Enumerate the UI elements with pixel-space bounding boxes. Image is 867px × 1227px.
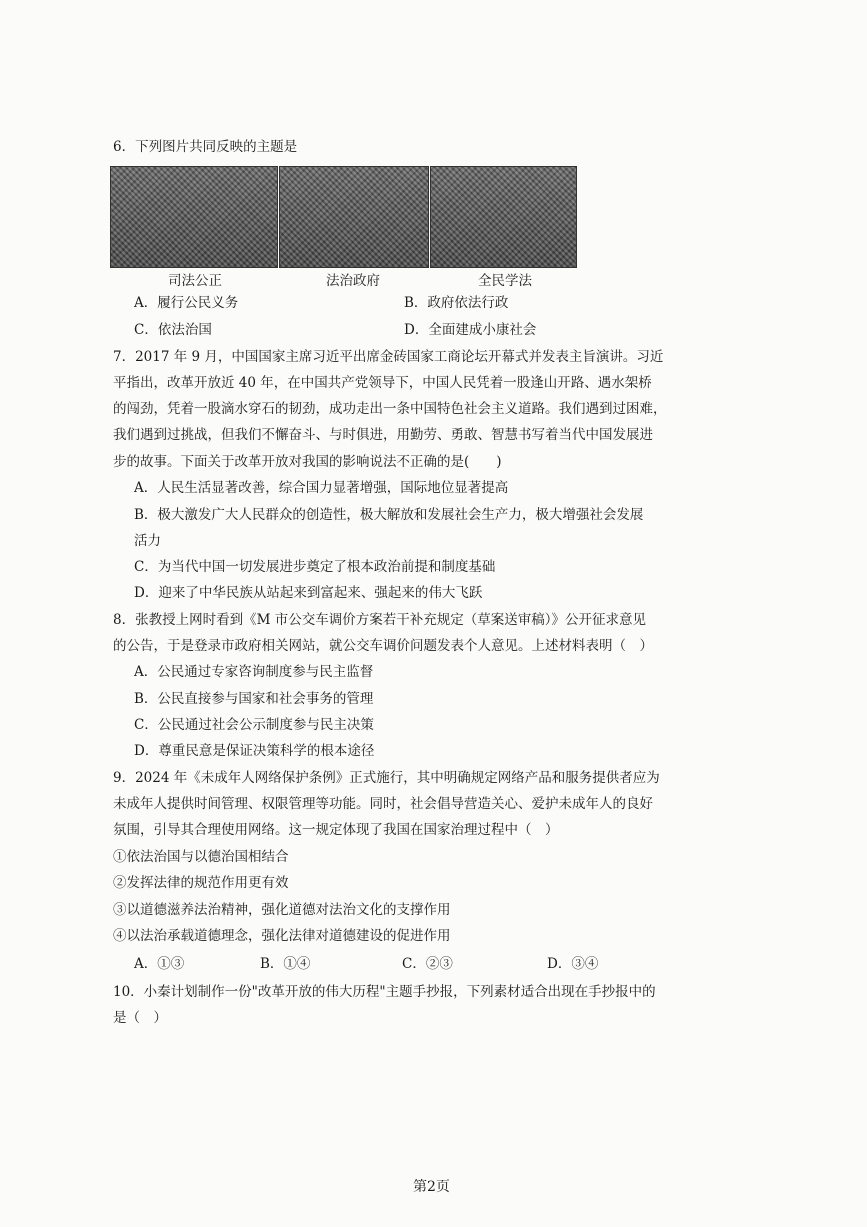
caption-3: 全民学法 — [478, 273, 532, 289]
q7-option-c: C．为当代中国一切发展进步奠定了根本政治前提和制度基础 — [134, 559, 496, 575]
q6-option-c: C．依法治国 — [134, 322, 212, 338]
caption-1: 司法公正 — [168, 273, 222, 289]
q7-line: 步的故事。下面关于改革开放对我国的影响说法不正确的是( ) — [113, 454, 502, 470]
q7-line: 7．2017 年 9 月，中国国家主席习近平出席金砖国家工商论坛开幕式并发表主旨演讲。习近 — [113, 349, 664, 365]
q9-item: ②发挥法律的规范作用更有效 — [113, 875, 289, 891]
q10-line: 是（ ） — [113, 1010, 167, 1026]
q9-line: 未成年人提供时间管理、权限管理等功能。同时，社会倡导营造关心、爱护未成年人的良好 — [113, 796, 653, 812]
q9-item: ①依法治国与以德治国相结合 — [113, 849, 289, 865]
q8-line: 的公告，于是登录市政府相关网站，就公交车调价问题发表个人意见。上述材料表明（ ） — [113, 638, 653, 654]
caption-2: 法治政府 — [326, 273, 380, 289]
page-number: 第2页 — [413, 1179, 450, 1195]
q7-option-d: D．迎来了中华民族从站起来到富起来、强起来的伟大飞跃 — [134, 585, 483, 601]
q9-option-d: D．③④ — [547, 956, 599, 972]
q9-option-a: A．①③ — [134, 956, 185, 972]
q6-option-a: A．履行公民义务 — [134, 295, 239, 311]
photo-law-based-government — [279, 166, 429, 268]
q10-line: 10．小秦计划制作一份"改革开放的伟大历程"主题手抄报，下列素材适合出现在手抄报中的 — [113, 984, 656, 1000]
q8-option-a: A．公民通过专家咨询制度参与民主监督 — [134, 664, 374, 680]
q9-line: 9．2024 年《未成年人网络保护条例》正式施行，其中明确规定网络产品和服务提供者应为 — [113, 770, 660, 786]
q9-option-c: C．②③ — [402, 956, 453, 972]
q8-option-b: B．公民直接参与国家和社会事务的管理 — [134, 691, 374, 707]
q6-option-d: D．全面建成小康社会 — [404, 322, 537, 338]
q9-item: ③以道德滋养法治精神，强化道德对法治文化的支撑作用 — [113, 902, 451, 918]
q7-option-b-cont: 活力 — [134, 533, 161, 549]
q8-option-d: D．尊重民意是保证决策科学的根本途径 — [134, 743, 375, 759]
q9-line: 氛围，引导其合理使用网络。这一规定体现了我国在国家治理过程中（ ） — [113, 822, 559, 838]
q8-line: 8．张教授上网时看到《M 市公交车调价方案若干补充规定（草案送审稿）》公开征求意见 — [113, 612, 646, 628]
q9-item: ④以法治承载道德理念，强化法律对道德建设的促进作用 — [113, 928, 451, 944]
q7-option-b: B．极大激发广大人民群众的创造性，极大解放和发展社会生产力，极大增强社会发展 — [134, 507, 644, 523]
photo-judicial-justice — [110, 166, 278, 268]
q7-line: 的闯劲，凭着一股滴水穿石的韧劲，成功走出一条中国特色社会主义道路。我们遇到过困难， — [113, 401, 667, 417]
q9-option-b: B．①④ — [260, 956, 311, 972]
q7-line: 平指出，改革开放近 40 年，在中国共产党领导下，中国人民凭着一股逢山开路、遇水架桥 — [113, 375, 652, 391]
q6-option-b: B．政府依法行政 — [404, 295, 509, 311]
q7-option-a: A．人民生活显著改善，综合国力显著增强，国际地位显著提高 — [134, 480, 509, 496]
q7-line: 我们遇到过挑战，但我们不懈奋斗、与时俱进，用勤劳、勇敢、智慧书写着当代中国发展进 — [113, 427, 653, 443]
photo-public-law-learning — [430, 166, 577, 268]
q6-stem: 6．下列图片共同反映的主题是 — [113, 139, 298, 155]
q8-option-c: C．公民通过社会公示制度参与民主决策 — [134, 717, 374, 733]
